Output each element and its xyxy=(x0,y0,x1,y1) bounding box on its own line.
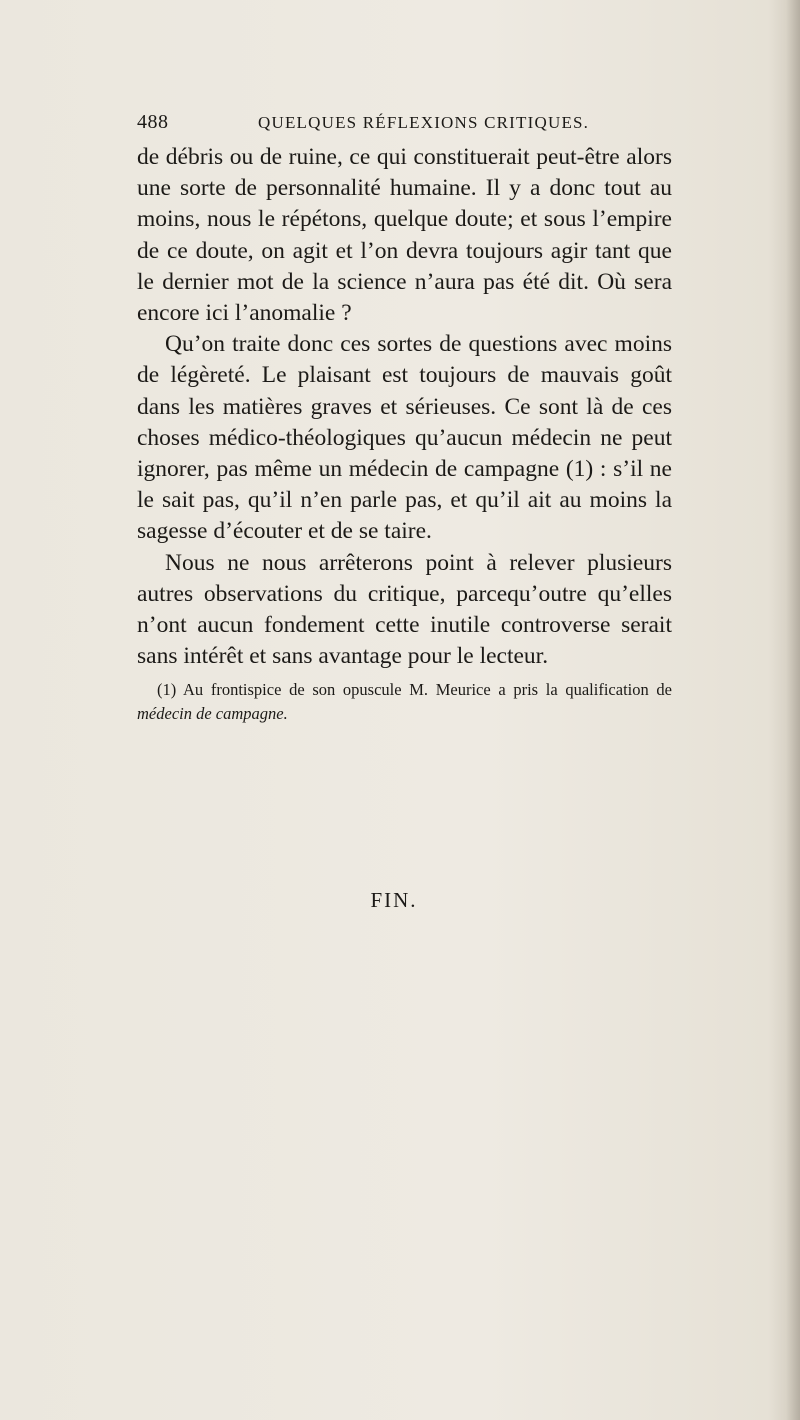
paragraph-3: Nous ne nous arrêterons point à relever plusieurs autres observations du critique, parcequ’outre qu’elles n’ont aucun fondement cette inutile controverse serait sans intérêt et sans avantage pour le lecteur. xyxy=(137,549,672,670)
page-edge-shadow xyxy=(786,0,800,1420)
running-head xyxy=(137,111,672,137)
footnote-paragraph xyxy=(137,678,672,726)
end-mark xyxy=(0,888,800,913)
footnote-text: (1) Au frontispice de son opuscule M. Meurice a pris la qualification de xyxy=(157,680,672,699)
page-number: 488 xyxy=(137,111,169,133)
running-title: QUELQUES RÉFLEXIONS CRITIQUES. xyxy=(258,113,590,132)
body-text xyxy=(137,142,672,672)
paragraph-2: Qu’on traite donc ces sortes de questions avec moins de légèreté. Le plaisant est toujours de mauvais goût dans les matières graves et sérieuses. Ce sont là de ces choses médico-théologiques qu’aucun médecin ne peut ignorer, pas même un médecin de campagne (1) : s’il ne le sait pas, qu’il n’en parle pas, et qu’il ait au moins la sagesse d’écouter et de se taire. xyxy=(137,331,672,545)
end-mark-text: FIN. xyxy=(370,888,418,912)
paragraph-1: de débris ou de ruine, ce qui constituerait peut-être alors une sorte de personnalité humaine. Il y a donc tout au moins, nous le répétons, quelque doute; et sous l’empire de ce doute, on agit et l’on devra toujours agir tant que le dernier mot de la science n’aura pas été dit. Où sera encore ici l’anomalie ? xyxy=(137,144,672,327)
footnote-italic: médecin de campagne. xyxy=(137,704,288,723)
footnote xyxy=(137,678,672,726)
